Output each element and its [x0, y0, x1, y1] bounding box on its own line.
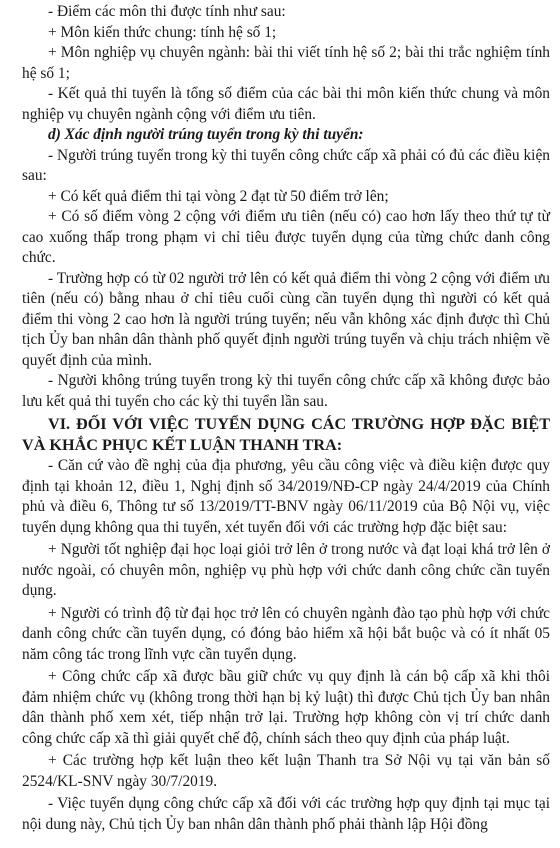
paragraph-7: + Có số điểm vòng 2 cộng với điểm ưu tiên (nếu có) cao hơn lấy theo thứ tự từ cao xuống thấp trong phạm vi chỉ tiêu được tuyển dụng của từng chức danh công chức.	[22, 208, 550, 266]
section-heading-vi: VI. ĐỐI VỚI VIỆC TUYỂN DỤNG CÁC TRƯỜNG HỢP ĐẶC BIỆT VÀ KHẮC PHỤC KẾT LUẬN THANH TRA:	[22, 415, 550, 454]
paragraph-11: + Người tốt nghiệp đại học loại giỏi trở lên ở trong nước và đạt loại khá trở lên ở nước ngoài, có chuyên môn, nghiệp vụ phù hợp với chức danh công chức cần tuyển dụng.	[22, 541, 550, 599]
subheading-d: d) Xác định người trúng tuyển trong kỳ thi tuyển:	[48, 126, 364, 143]
paragraph-3: + Môn nghiệp vụ chuyên ngành: bài thi viết tính hệ số 2; bài thi trắc nghiệm tính hệ số 1;	[22, 44, 550, 82]
paragraph-14: + Các trường hợp kết luận theo kết luận Thanh tra Sở Nội vụ tại văn bản số 2524/KL-SNV ngày 30/7/2019.	[22, 752, 550, 790]
paragraph-5: - Người trúng tuyển trong kỳ thi tuyển công chức cấp xã phải có đủ các điều kiện sau:	[22, 146, 550, 184]
paragraph-8: - Trường hợp có từ 02 người trở lên có kết quả điểm thi vòng 2 cộng với điểm ưu tiên (nếu có) bằng nhau ở chỉ tiêu cuối cùng cần tuyển dụng thì người có kết quả điểm thi vòng 2 cao hơn là người trúng tuyển; nếu vẫn không xác định được thì Chủ tịch Ủy ban nhân dân thành phố quyết định người trúng tuyển và chịu trách nhiệm về quyết định của mình.	[22, 269, 550, 369]
paragraph-6: + Có kết quả điểm thi tại vòng 2 đạt từ 50 điểm trở lên;	[48, 187, 389, 205]
paragraph-1: - Điểm các môn thi được tính như sau:	[48, 3, 286, 20]
paragraph-10: - Căn cứ vào đề nghị của địa phương, yêu cầu công việc và điều kiện được quy định tại khoản 12, điều 1, Nghị định số 34/2019/NĐ-CP ngày 24/4/2019 của Chính phủ và điều 6, Thông tư số 13/2019/TT-BNV ngày 06/11/2019 của Bộ Nội vụ, việc tuyển dụng không qua thi tuyển, xét tuyển đối với các trường hợp đặc biệt sau:	[22, 457, 550, 536]
paragraph-2: + Môn kiến thức chung: tính hệ số 1;	[48, 23, 277, 41]
paragraph-4: - Kết quả thi tuyển là tổng số điểm của các bài thi môn kiến thức chung và môn nghiệp vụ chuyên ngành cộng với điểm ưu tiên.	[22, 85, 550, 123]
paragraph-15: - Việc tuyển dụng công chức cấp xã đối với các trường hợp quy định tại mục tại nội dung này, Chủ tịch Ủy ban nhân dân thành phố phải thành lập Hội đồng	[22, 795, 550, 833]
paragraph-13: + Công chức cấp xã được bầu giữ chức vụ quy định là cán bộ cấp xã khi thôi đảm nhiệm chức vụ (không trong thời hạn bị kỷ luật) thì được Chủ tịch Ủy ban nhân dân thành phố xem xét, tiếp nhận trở lại. Trường hợp không còn vị trí chức danh công chức cấp xã thì giải quyết chế độ, chính sách theo quy định của pháp luật.	[22, 668, 550, 747]
paragraph-9: - Người không trúng tuyển trong kỳ thi tuyển công chức cấp xã không được bảo lưu kết quả thi tuyển cho các kỳ thi tuyển lần sau.	[22, 372, 550, 410]
paragraph-12: + Người có trình độ từ đại học trở lên có chuyên ngành đào tạo phù hợp với chức danh công chức cần tuyển dụng, có đóng bảo hiểm xã hội bắt buộc và có ít nhất 05 năm công tác trong lĩnh vực cần tuyển dụng.	[22, 604, 550, 663]
